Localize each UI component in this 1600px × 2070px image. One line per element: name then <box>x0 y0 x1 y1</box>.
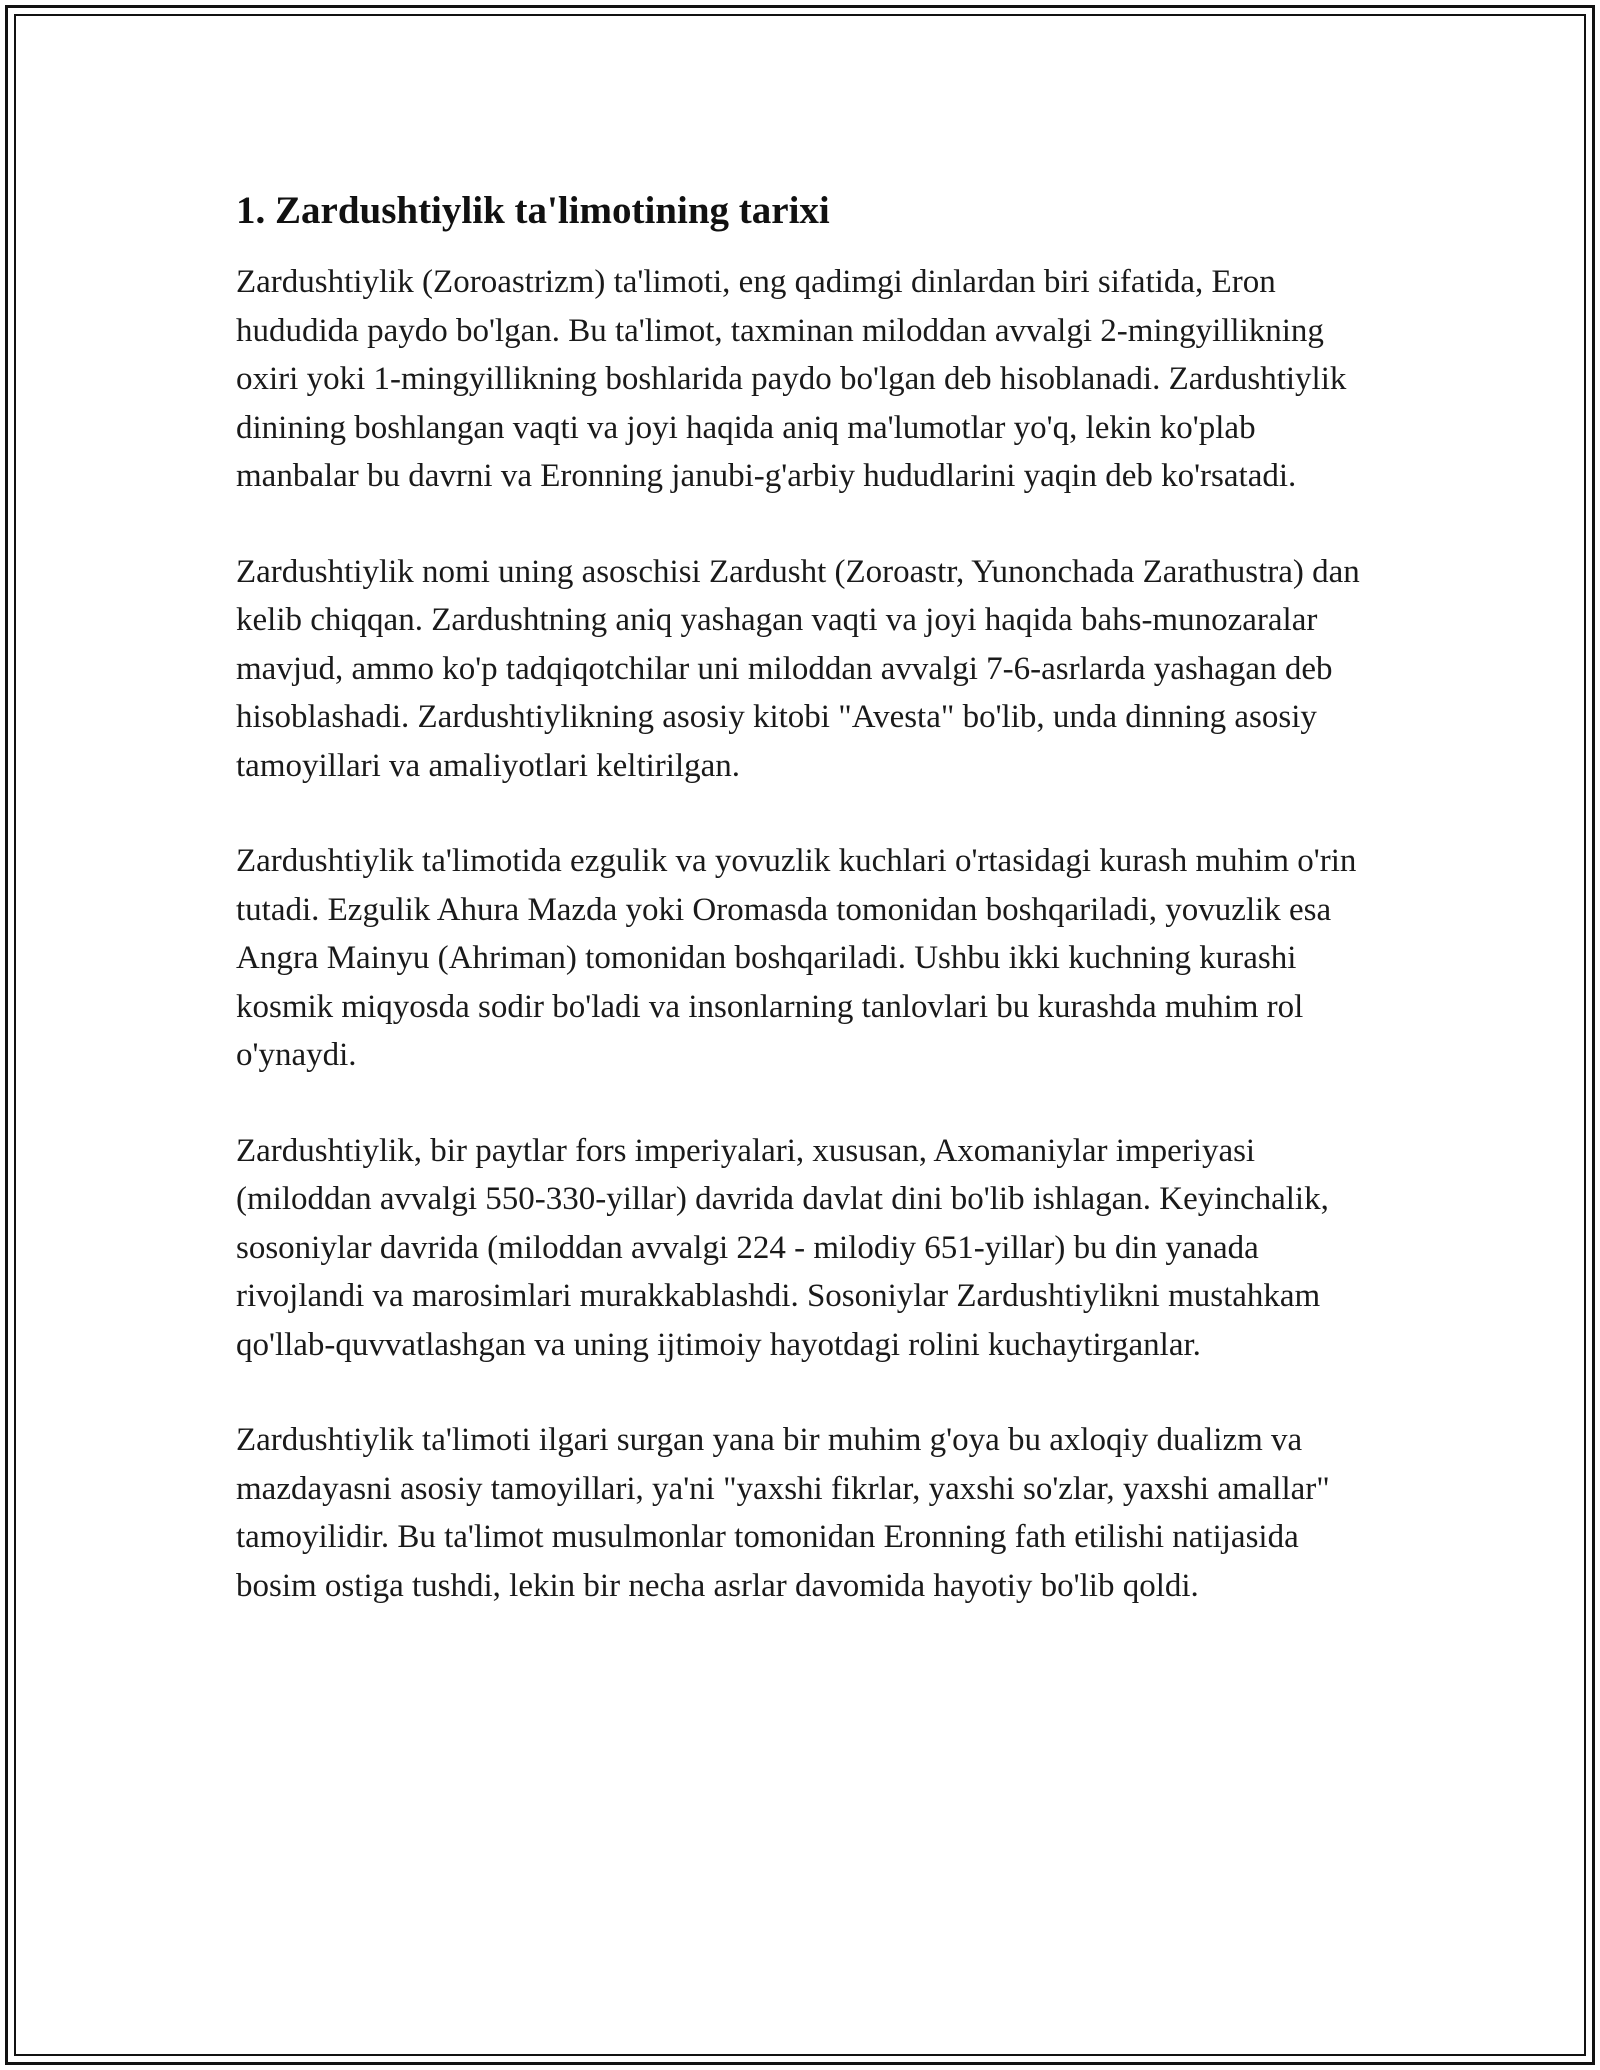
paragraph-ethics: Zardushtiylik ta'limoti ilgari surgan yana bir muhim g'oya bu axloqiy dualizm va mazdayasni asosiy tamoyillari, ya'ni "yaxshi fikrlar, yaxshi so'zlar, yaxshi amallar" tamoyilidir. Bu ta'limot musulmonlar tomonidan Eronning fath etilishi natijasida bosim ostiga tushdi, lekin bir necha asrlar davomida hayotiy bo'lib qoldi. <box>236 1422 1330 1604</box>
document-body <box>236 186 1386 1657</box>
paragraph-origins: Zardushtiylik (Zoroastrizm) ta'limoti, eng qadimgi dinlardan biri sifatida, Eron hududida paydo bo'lgan. Bu ta'limot, taxminan miloddan avvalgi 2-mingyillikning oxiri yoki 1-mingyillikning boshlarida paydo bo'lgan deb hisoblanadi. Zardushtiylik dinining boshlangan vaqti va joyi haqida aniq ma'lumotlar yo'q, lekin ko'plab manbalar bu davrni va Eronning janubi-g'arbiy hududlarini yaqin deb ko'rsatadi. <box>236 264 1347 494</box>
paragraph-founder: Zardushtiylik nomi uning asoschisi Zardusht (Zoroastr, Yunonchada Zarathustra) dan kelib chiqqan. Zardushtning aniq yashagan vaqti va joyi haqida bahs-munozaralar mavjud, ammo ko'p tadqiqotchilar uni miloddan avvalgi 7-6-asrlarda yashagan deb hisoblashadi. Zardushtiylikning asosiy kitobi "Avesta" bo'lib, unda dinning asosiy tamoyillari va amaliyotlari keltirilgan. <box>236 553 1360 784</box>
paragraph-good-vs-evil: Zardushtiylik ta'limotida ezgulik va yovuzlik kuchlari o'rtasidagi kurash muhim o'rin tutadi. Ezgulik Ahura Mazda yoki Oromasda tomonidan boshqariladi, yovuzlik esa Angra Mainyu (Ahriman) tomonidan boshqariladi. Ushbu ikki kuchning kurashi kosmik miqyosda sodir bo'ladi va insonlarning tanlovlari bu kurashda muhim rol o'ynaydi. <box>236 843 1357 1073</box>
section-heading: 1. Zardushtiylik ta'limotining tarixi <box>236 189 830 232</box>
paragraph-empires: Zardushtiylik, bir paytlar fors imperiyalari, xususan, Axomaniylar imperiyasi (miloddan avvalgi 550-330-yillar) davrida davlat dini bo'lib ishlagan. Keyinchalik, sosoniylar davrida (miloddan avvalgi 224 - milodiy 651-yillar) bu din yanada rivojlandi va marosimlari murakkablashdi. Sosoniylar Zardushtiylikni mustahkam qo'llab-quvvatlashgan va uning ijtimoiy hayotdagi rolini kuchaytirganlar. <box>236 1132 1329 1363</box>
